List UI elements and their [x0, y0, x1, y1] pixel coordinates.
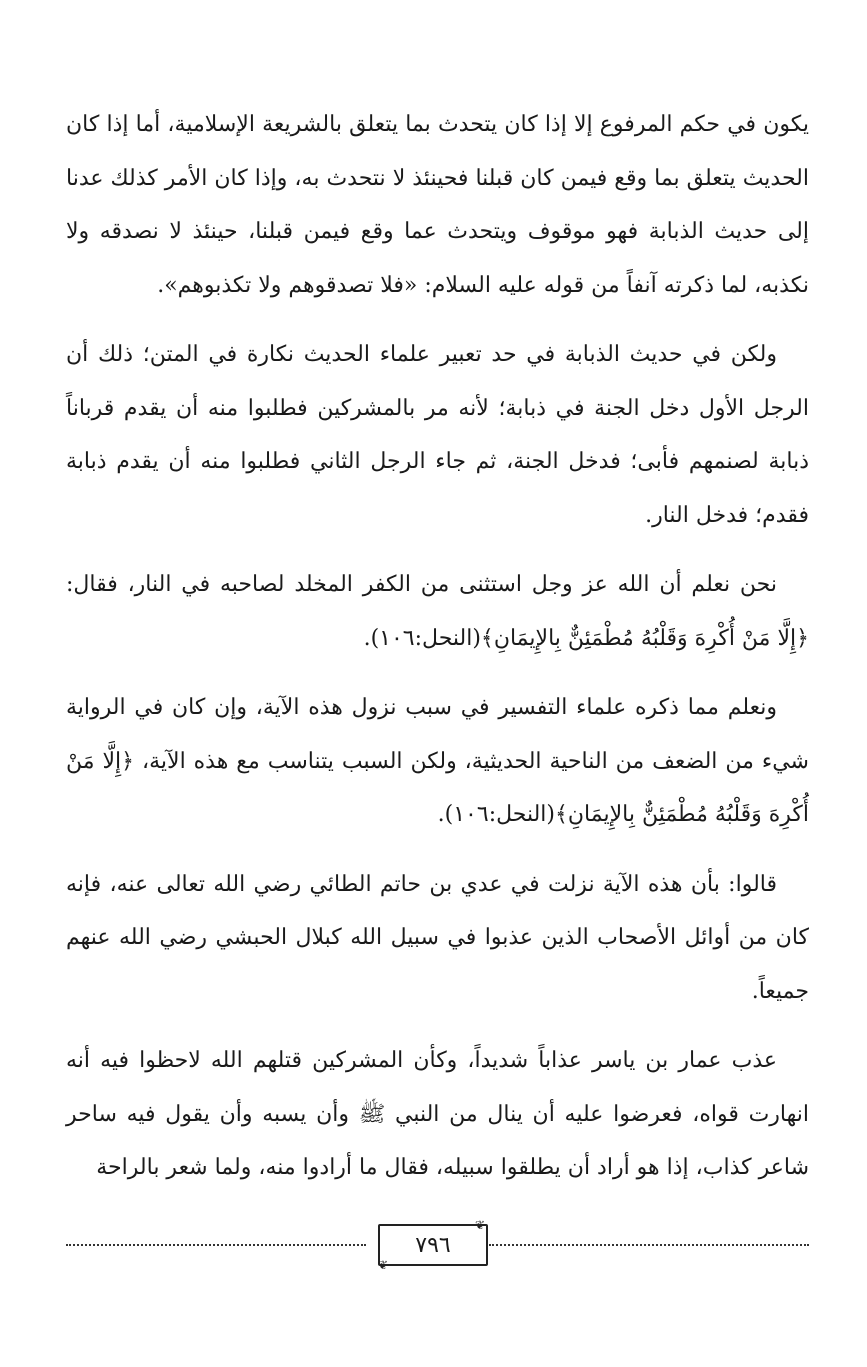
- paragraph-3: نحن نعلم أن الله عز وجل استثنى من الكفر المخلد لصاحبه في النار، فقال: ﴿إِلَّا مَنْ أُكْرِهَ وَقَلْبُهُ مُطْمَئِنٌّ بِالإِيمَانِ﴾(النحل:١٠٦).: [66, 572, 809, 651]
- paragraph-1: يكون في حكم المرفوع إلا إذا كان يتحدث بما يتعلق بالشريعة الإسلامية، أما إذا كان الحديث يتعلق بما وقع فيمن كان قبلنا فحينئذ لا نتحدث به، وإذا كان الأمر كذلك عدنا إلى حديث الذبابة فهو موقوف ويتحدث عما وقع فيمن قبلنا، حينئذ لا نصدقه ولا نكذبه، لما ذكرته آنفاً من قوله عليه السلام: «فلا تصدقوهم ولا تكذبوهم».: [66, 112, 809, 298]
- ornament-top-icon: ❦: [474, 1218, 488, 1232]
- body-text: [66, 98, 809, 1195]
- footer-dotted-rule-right: [489, 1244, 809, 1246]
- paragraph-6: عذب عمار بن ياسر عذاباً شديداً، وكأن المشركين قتلهم الله لاحظوا فيه أنه انهارت قواه، فعرضوا عليه أن ينال من النبي ﷺ وأن يسبه وأن يقول فيه ساحر شاعر كذاب، إذا هو أراد أن يطلقوا سبيله، فقال ما أرادوا منه، ولما شعر بالراحة: [66, 1048, 809, 1180]
- footer-dotted-rule-left: [66, 1244, 366, 1246]
- ornament-bottom-icon: ❦: [378, 1258, 392, 1272]
- paragraph-4: ونعلم مما ذكره علماء التفسير في سبب نزول هذه الآية، وإن كان في الرواية شيء من الضعف من الناحية الحديثية، ولكن السبب يتناسب مع هذه الآية، ﴿إِلَّا مَنْ أُكْرِهَ وَقَلْبُهُ مُطْمَئِنٌّ بِالإِيمَانِ﴾(النحل:١٠٦).: [66, 695, 809, 827]
- paragraph-5: قالوا: بأن هذه الآية نزلت في عدي بن حاتم الطائي رضي الله تعالى عنه، فإنه كان من أوائل الأصحاب الذين عذبوا في سبيل الله كبلال الحبشي رضي الله عنهم جميعاً.: [66, 871, 809, 1004]
- paragraph-2: ولكن في حديث الذبابة في حد تعبير علماء الحديث نكارة في المتن؛ ذلك أن الرجل الأول دخل الجنة في ذبابة؛ لأنه مر بالمشركين فطلبوا منه أن يقدم قرباناً ذبابة لصنمهم فأبى؛ فدخل الجنة، ثم جاء الرجل الثاني فطلبوا منه أن يقدم ذبابة فقدم؛ فدخل النار.: [66, 342, 809, 528]
- page-number-frame: [378, 1218, 488, 1272]
- page-number: ٧٩٦: [415, 1232, 451, 1258]
- page-footer: [66, 1218, 809, 1272]
